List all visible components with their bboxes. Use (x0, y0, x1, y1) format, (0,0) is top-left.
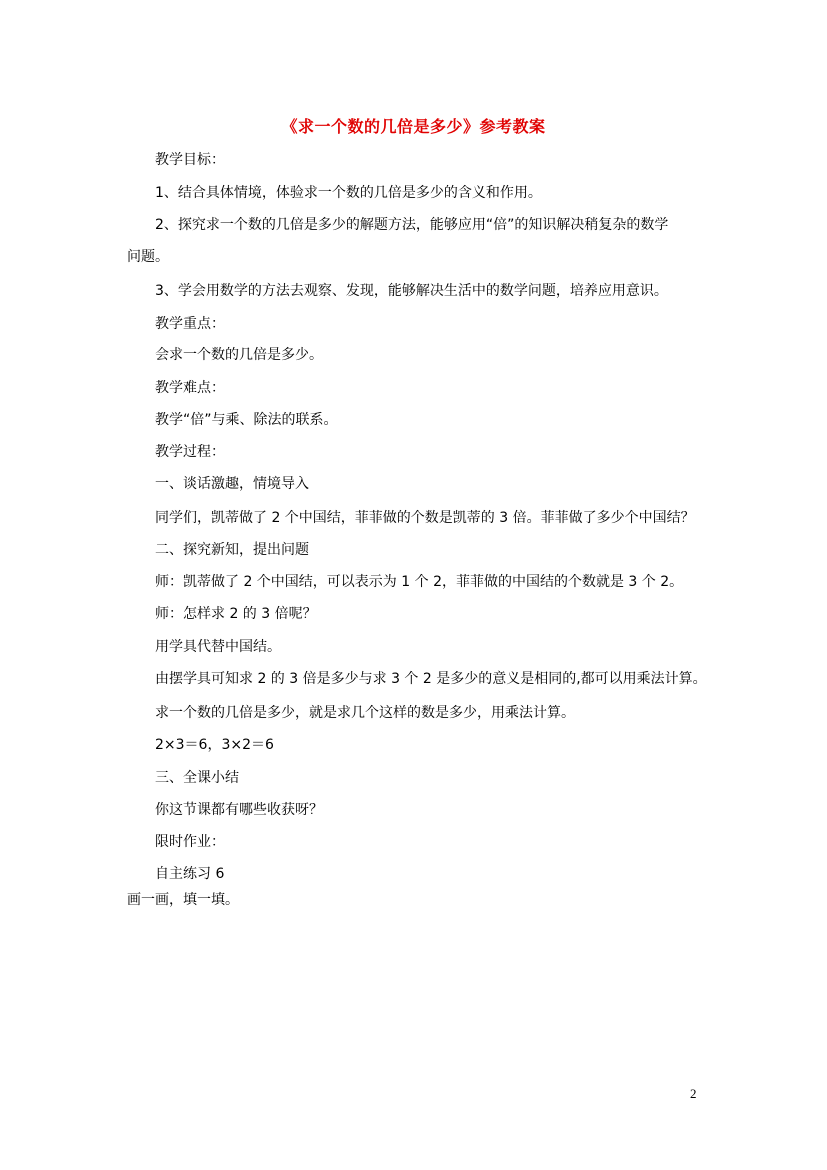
manipulatives-line: 用学具代替中国结。 (155, 639, 281, 655)
process-step-2-heading: 二、探究新知，提出问题 (155, 542, 309, 558)
page-number: 2 (690, 1086, 697, 1101)
section-heading-key-points: 教学重点： (155, 316, 225, 332)
process-step-1-heading: 一、谈话激趣，情境导入 (155, 476, 309, 492)
objective-1: 1、结合具体情境，体验求一个数的几倍是多少的含义和作用。 (155, 185, 542, 201)
objective-2: 2、探究求一个数的几倍是多少的解题方法，能够应用“倍”的知识解决稍复杂的数学 (155, 217, 669, 233)
homework-exercise: 自主练习 6 (155, 866, 225, 882)
process-step-1-text: 同学们，凯蒂做了 2 个中国结，菲菲做的个数是凯蒂的 3 倍。菲菲做了多少个中国结？ (155, 510, 695, 526)
section-heading-homework: 限时作业： (155, 834, 225, 850)
section-heading-objectives: 教学目标： (155, 152, 225, 168)
objective-2-continued: 问题。 (127, 249, 169, 265)
homework-instruction: 画一画，填一填。 (127, 892, 239, 908)
page-title: 《求一个数的几倍是多少》参考教案 (281, 117, 546, 136)
difficulty-text: 教学“倍”与乘、除法的联系。 (155, 412, 338, 428)
teacher-line-2: 师：怎样求 2 的 3 倍呢？ (155, 606, 317, 622)
summary-question: 你这节课都有哪些收获呀？ (155, 802, 323, 818)
objective-3: 3、学会用数学的方法去观察、发现，能够解决生活中的数学问题，培养应用意识。 (155, 283, 668, 299)
section-heading-difficulties: 教学难点： (155, 380, 225, 396)
process-step-3-heading: 三、全课小结 (155, 770, 239, 786)
equation-line: 2×3＝6，3×2＝6 (155, 737, 274, 753)
section-heading-process: 教学过程： (155, 444, 225, 460)
rule-line: 求一个数的几倍是多少，就是求几个这样的数是多少，用乘法计算。 (155, 705, 575, 721)
key-point-text: 会求一个数的几倍是多少。 (155, 347, 323, 363)
explanation-line: 由摆学具可知求 2 的 3 倍是多少与求 3 个 2 是多少的意义是相同的,都可以用乘法计算。 (155, 671, 707, 687)
teacher-line-1: 师：凯蒂做了 2 个中国结，可以表示为 1 个 2，菲菲做的中国结的个数就是 3 个 2。 (155, 574, 684, 590)
